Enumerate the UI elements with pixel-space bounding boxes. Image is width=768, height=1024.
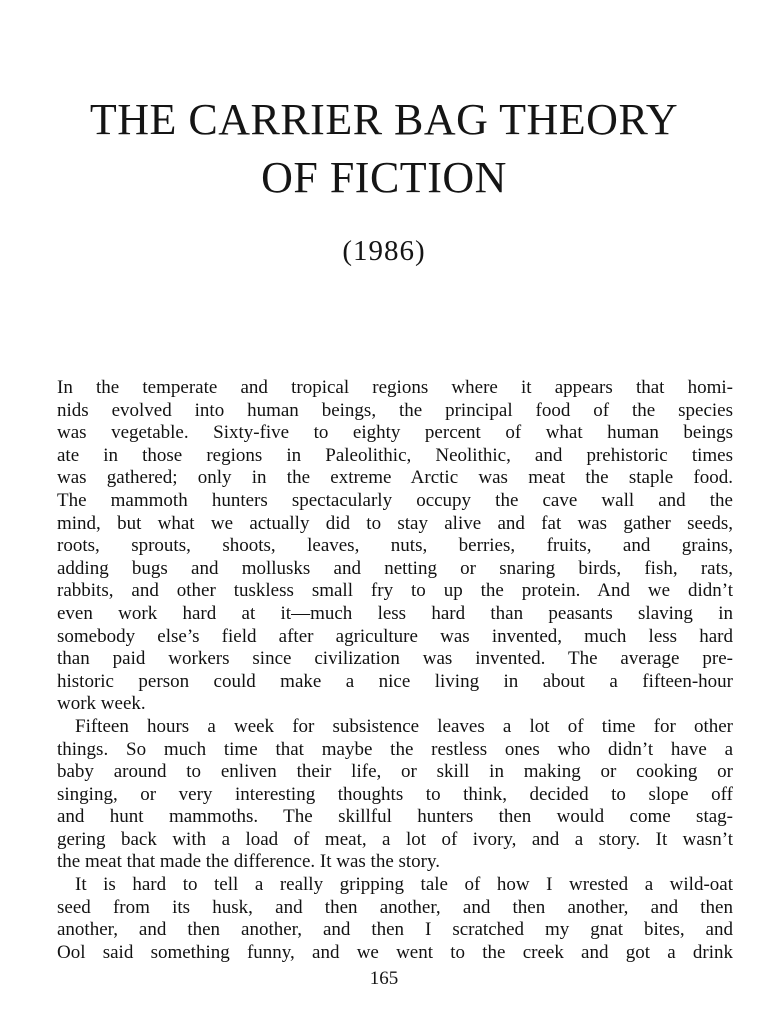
text-line: It is hard to tell a really gripping tale of how I wrested a wild-oat: [75, 874, 733, 896]
text-line: singing, or very interesting thoughts to think, decided to slope off: [57, 783, 733, 805]
text-line: adding bugs and mollusks and netting or snaring birds, fish, rats,: [57, 557, 733, 579]
text-line: rabbits, and other tuskless small fry to up the protein. And we didn’t: [57, 580, 733, 602]
text-line: somebody else’s field after agriculture was invented, much less hard: [57, 625, 733, 647]
paragraph: [57, 874, 733, 964]
text-line: was vegetable. Sixty-five to eighty percent of what human beings: [57, 422, 733, 444]
text-line: mind, but what we actually did to stay alive and fat was gather seeds,: [57, 512, 733, 534]
text-line: seed from its husk, and then another, and then another, and then: [57, 896, 733, 918]
chapter-year: (1986): [342, 235, 426, 267]
text-line: ate in those regions in Paleolithic, Neolithic, and prehistoric times: [57, 444, 733, 466]
text-line: the meat that made the difference. It was the story.: [57, 851, 441, 873]
text-line: another, and then another, and then I scratched my gnat bites, and: [57, 919, 733, 941]
text-line: and hunt mammoths. The skillful hunters then would come stag-: [57, 806, 733, 828]
chapter-title-line-2: OF FICTION: [261, 153, 507, 202]
text-line: In the temperate and tropical regions where it appears that homi-: [57, 377, 733, 398]
text-line: than paid workers since civilization was invented. The average pre-: [57, 648, 733, 670]
text-line: historic person could make a nice living in about a fifteen-hour: [57, 670, 733, 692]
chapter-title-line-1: THE CARRIER BAG THEORY: [89, 95, 679, 144]
text-line: roots, sprouts, shoots, leaves, nuts, berries, fruits, and grains,: [57, 535, 733, 557]
body-text: [57, 377, 733, 964]
paragraph: [57, 716, 733, 874]
text-line: work week.: [57, 693, 146, 715]
text-line: even work hard at it—much less hard than peasants slaving in: [57, 602, 733, 624]
text-line: gering back with a load of meat, a lot of ivory, and a story. It wasn’t: [57, 828, 733, 850]
page-number: 165: [369, 968, 399, 989]
text-line: The mammoth hunters spectacularly occupy the cave wall and the: [57, 489, 733, 511]
text-line: Fifteen hours a week for subsistence leaves a lot of time for other: [75, 715, 733, 737]
text-line: Ool said something funny, and we went to the creek and got a drink: [57, 941, 733, 963]
text-line: baby around to enliven their life, or skill in making or cooking or: [57, 761, 733, 783]
text-line: nids evolved into human beings, the principal food of the species: [57, 399, 733, 421]
text-line: was gathered; only in the extreme Arctic was meat the staple food.: [57, 467, 733, 489]
paragraph: [57, 377, 733, 716]
text-line: things. So much time that maybe the restless ones who didn’t have a: [57, 738, 733, 760]
